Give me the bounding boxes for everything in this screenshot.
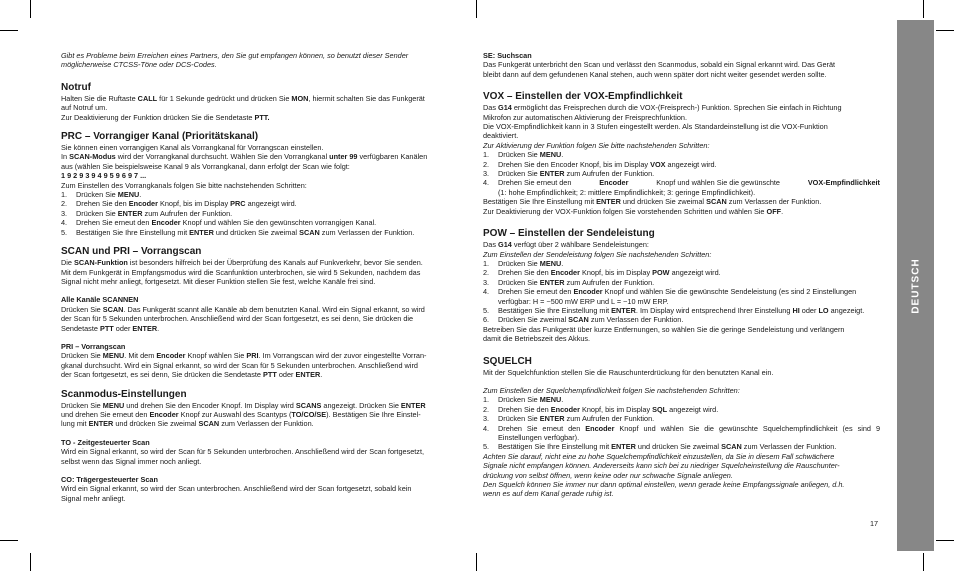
page-number: 17 [870, 519, 879, 528]
notruf-heading: Notruf [61, 81, 91, 93]
pow-steps [483, 259, 880, 325]
crop-mark [936, 540, 954, 541]
language-side-tab [897, 20, 934, 551]
notruf-text: Halten Sie die Ruftaste CALL für 1 Sekunde gedrückt und drücken Sie MON, hiermit schalten Sie das Funkgerät auf Notruf um. Zur Deaktivierung der Funktion drücken Sie die Sendetaste PTT. [61, 93, 425, 122]
side-tab-label: DEUTSCH [910, 257, 921, 314]
list-item: 4. Drehen Sie erneut den Encoder Knopf und wählen Sie die gewünschte Squelchempfindlichkeit (es sind 9 Einstellungen verfügbar). [483, 423, 880, 442]
scan-pri-text: Die SCAN-Funktion ist besonders hilfreich bei der Überprüfung des Kanals auf Funkverkehr, bevor Sie senden. Mit dem Funkgerät in Empfangsmodus wird die Scanfunktion unterbrochen, sie wird 5 Sekunden, nachdem das Signal nicht mehr anliegt, fortgesetzt. Mit dieser Funktion stellen Sie fest, welche Kanäle frei sind. [61, 258, 423, 286]
crop-mark [0, 30, 18, 31]
list-item: 1. Drücken Sie MENU. [483, 258, 564, 268]
prc-text: Sie können einen vorrangigen Kanal als Vorrangkanal für Vorrangscan einstellen. In SCAN-Modus wird der Vorrangkanal durchsucht. Wählen Sie den Vorrangkanal unter 99 verfügbaren Kanälen aus (wählen Sie beispielsweise Kanal 9 als Vorrangkanal, dann erfolgt der Scan wie folgt: 1 9 2 9 3 9 4 9 5 9 6 9 7 ... Zum Einstellen des Vorrangkanals folgen Sie bitte nachstehenden Schritten: [61, 143, 428, 190]
to-text: Wird ein Signal erkannt, so wird der Scan für 5 Sekunden unterbrochen. Anschließend wird der Scan fortgesetzt, selbst wenn das Signal immer noch anliegt. [61, 447, 425, 466]
list-item: 3. Drücken Sie ENTER zum Aufrufen der Funktion. [483, 169, 655, 179]
right-column [483, 51, 880, 499]
list-item: 6. Drücken Sie zweimal SCAN zum Verlassen der Funktion. [483, 315, 684, 325]
squelch-heading: SQUELCH [483, 355, 532, 367]
se-heading: SE: Suchscan [483, 51, 532, 60]
crop-mark [476, 0, 477, 18]
list-item: 2. Drehen Sie den Encoder Knopf, bis im Display POW angezeigt wird. [483, 268, 721, 278]
list-item: 3. Drücken Sie ENTER zum Aufrufen der Funktion. [483, 277, 655, 287]
co-heading: CO: Trägergesteuerter Scan [61, 475, 158, 484]
crop-mark [30, 553, 31, 571]
list-item: 2. Drehen Sie den Encoder Knopf, bis im Display SQL angezeigt wird. [483, 404, 719, 414]
list-item: 4. Drehen Sie erneut den Encoder Knopf und wählen Sie die gewünschte VOX-Empfindlichkeit (1: hohe Empfindlichkeit; 2: mittlere Empfindlichkeit; 3: geringe Empfindlichkeit). [483, 178, 880, 197]
scanmodus-text: Drücken Sie MENU und drehen Sie den Encoder Knopf. Im Display wird SCANS angezeigt. Drücken Sie ENTER und drehen Sie erneut den Encoder Knopf zur Auswahl des Scantyps (TO/CO/SE). Bestätigen Sie Ihre Einstel- lung mit ENTER und drücken Sie zweimal SCAN zum Verlassen der Funktion. [61, 400, 426, 429]
vox-text: Das G14 ermöglicht das Freisprechen durch die VOX-(Freisprech-) Funktion. Sprechen Sie einfach in Richtung Mikrofon zur automatischen Aktivierung der Freisprechfunktion. Die VOX-Empfindlichkeit kann in 3 Stufen eingestellt werden. Als Standardeinstellung ist die VOX-Funktion deaktiviert. Zur Aktivierung der Funktion folgen Sie bitte nachstehenden Schritten: [483, 103, 842, 150]
list-item: 2. Drehen Sie den Encoder Knopf, bis im Display VOX angezeigt wird. [483, 159, 717, 169]
list-item: 1. Drücken Sie MENU. [61, 190, 142, 200]
pow-footer-text: Betreiben Sie das Funkgerät über kurze Entfernungen, so wählen Sie die geringe Sendeleistung und verlängern damit die Betriebszeit des Akkus. [483, 324, 845, 344]
list-item: 5. Bestätigen Sie Ihre Einstellung mit ENTER und drücken Sie zweimal SCAN zum Verlassen der Funktion. [61, 227, 415, 237]
se-text: Das Funkgerät unterbricht den Scan und verlässt den Scanmodus, sobald ein Signal erkannt wird. Das Gerät bleibt dann auf dem gefundenen Kanal stehen, auch wenn später dort nicht weiter gesendet werden sollte. [483, 60, 836, 79]
prc-heading: PRC – Vorrangiger Kanal (Prioritätskanal) [61, 131, 259, 143]
scanmodus-heading: Scanmodus-Einstellungen [61, 388, 187, 400]
left-column [61, 51, 457, 503]
squelch-instructions-intro: Zum Einstellen der Squelchempfindlichkeit folgen Sie nachstehenden Schritten: [483, 385, 740, 395]
crop-mark [0, 540, 18, 541]
squelch-text: Mit der Squelchfunktion stellen Sie die Rauschunterdrückung für den benutzten Kanal ein. [483, 367, 774, 377]
pow-heading: POW – Einstellen der Sendeleistung [483, 228, 655, 240]
list-item: 4. Drehen Sie erneut den Encoder Knopf und wählen Sie die gewünschte Sendeleistung (es sind 2 Einstellungen verfügbar: H = ~500 mW ERP und L = ~10 mW ERP. [483, 287, 857, 306]
list-item: 1. Drücken Sie MENU. [483, 395, 564, 405]
intro-text: Gibt es Probleme beim Erreichen eines Partners, den Sie gut empfangen können, so benutzt dieser Sender möglicherweise CTCSS-Töne oder DCS-Codes. [61, 51, 409, 70]
crop-mark [923, 0, 924, 18]
crop-mark [30, 0, 31, 18]
list-item: 4. Drehen Sie erneut den Encoder Knopf und wählen Sie den gewünschten vorrangigen Kanal. [61, 218, 377, 228]
list-item: 5. Bestätigen Sie Ihre Einstellung mit ENTER und drücken Sie zweimal SCAN zum Verlassen der Funktion. [483, 442, 837, 452]
list-item: 3. Drücken Sie ENTER zum Aufrufen der Funktion. [61, 208, 233, 218]
list-item: 1. Drücken Sie MENU. [483, 150, 564, 160]
list-item: 5. Bestätigen Sie Ihre Einstellung mit ENTER. Im Display wird entsprechend Ihrer Einstellung HI oder LO angezeigt. [483, 305, 865, 315]
alle-kanaele-heading: Alle Kanäle SCANNEN [61, 295, 139, 305]
crop-mark [476, 553, 477, 571]
crop-mark [923, 553, 924, 571]
co-text: Wird ein Signal erkannt, so wird der Scan unterbrochen. Anschließend wird der Scan fortgesetzt, sobald kein Signal mehr anliegt. [61, 484, 412, 503]
pri-text: Drücken Sie MENU. Mit dem Encoder Knopf wählen Sie PRI. Im Vorrangscan wird der zuvor eingestellte Vorran- gkanal durchsucht. Wird ein Signal erkannt, so wird der Scan für 5 Sekunden unterbrochen. Anschließend wird der Scan fortgesetzt, es sei denn, Sie drücken die Sendetaste PTT oder ENTER. [61, 351, 427, 380]
to-heading: TO - Zeitgesteuerter Scan [61, 437, 150, 447]
crop-mark [936, 30, 954, 31]
list-item: 2. Drehen Sie den Encoder Knopf, bis im Display PRC angezeigt wird. [61, 199, 297, 209]
vox-steps [483, 150, 880, 197]
pow-text: Das G14 verfügt über 2 wählbare Sendeleistungen: Zum Einstellen der Sendeleistung folgen Sie nachstehenden Schritten: [483, 240, 712, 259]
alle-kanaele-text: Drücken Sie SCAN. Das Funkgerät scannt alle Kanäle ab dem benutzten Kanal. Wird ein Signal erkannt, so wird der Scan für 5 Sekunden unterbrochen. Anschließend wird der Scan fortgesetzt, es sei denn, Sie drücken die Sendetaste PTT oder ENTER. [61, 304, 425, 333]
vox-footer-text: Bestätigen Sie Ihre Einstellung mit ENTER und drücken Sie zweimal SCAN zum Verlassen der Funktion. Zur Deaktivierung der VOX-Funktion folgen Sie vorstehenden Schritten und wählen Sie OFF. [483, 197, 822, 216]
squelch-notes: Achten Sie darauf, nicht eine zu hohe Squelchempfindlichkeit einzustellen, da Sie in diesem Fall schwächere Signale nicht empfangen können. Andererseits kann sich bei zu niedriger Squelcheinstellung die Rauschunter- drückung von selbst öffnen, wenn keine oder nur schwache Signale anliegen. Den Squelch können Sie immer nur dann optimal einstellen, wenn gerade keine Empfangssignale anliegen, d.h. wenn es auf dem Kanal gerade ruhig ist. [483, 451, 845, 499]
vox-heading: VOX – Einstellen der VOX-Empfindlichkeit [483, 91, 683, 103]
prc-steps [61, 190, 457, 237]
list-item: 3. Drücken Sie ENTER zum Aufrufen der Funktion. [483, 414, 655, 424]
scan-pri-heading: SCAN und PRI – Vorrangscan [61, 246, 202, 258]
pri-heading: PRI – Vorrangscan [61, 341, 126, 351]
squelch-steps [483, 395, 880, 451]
